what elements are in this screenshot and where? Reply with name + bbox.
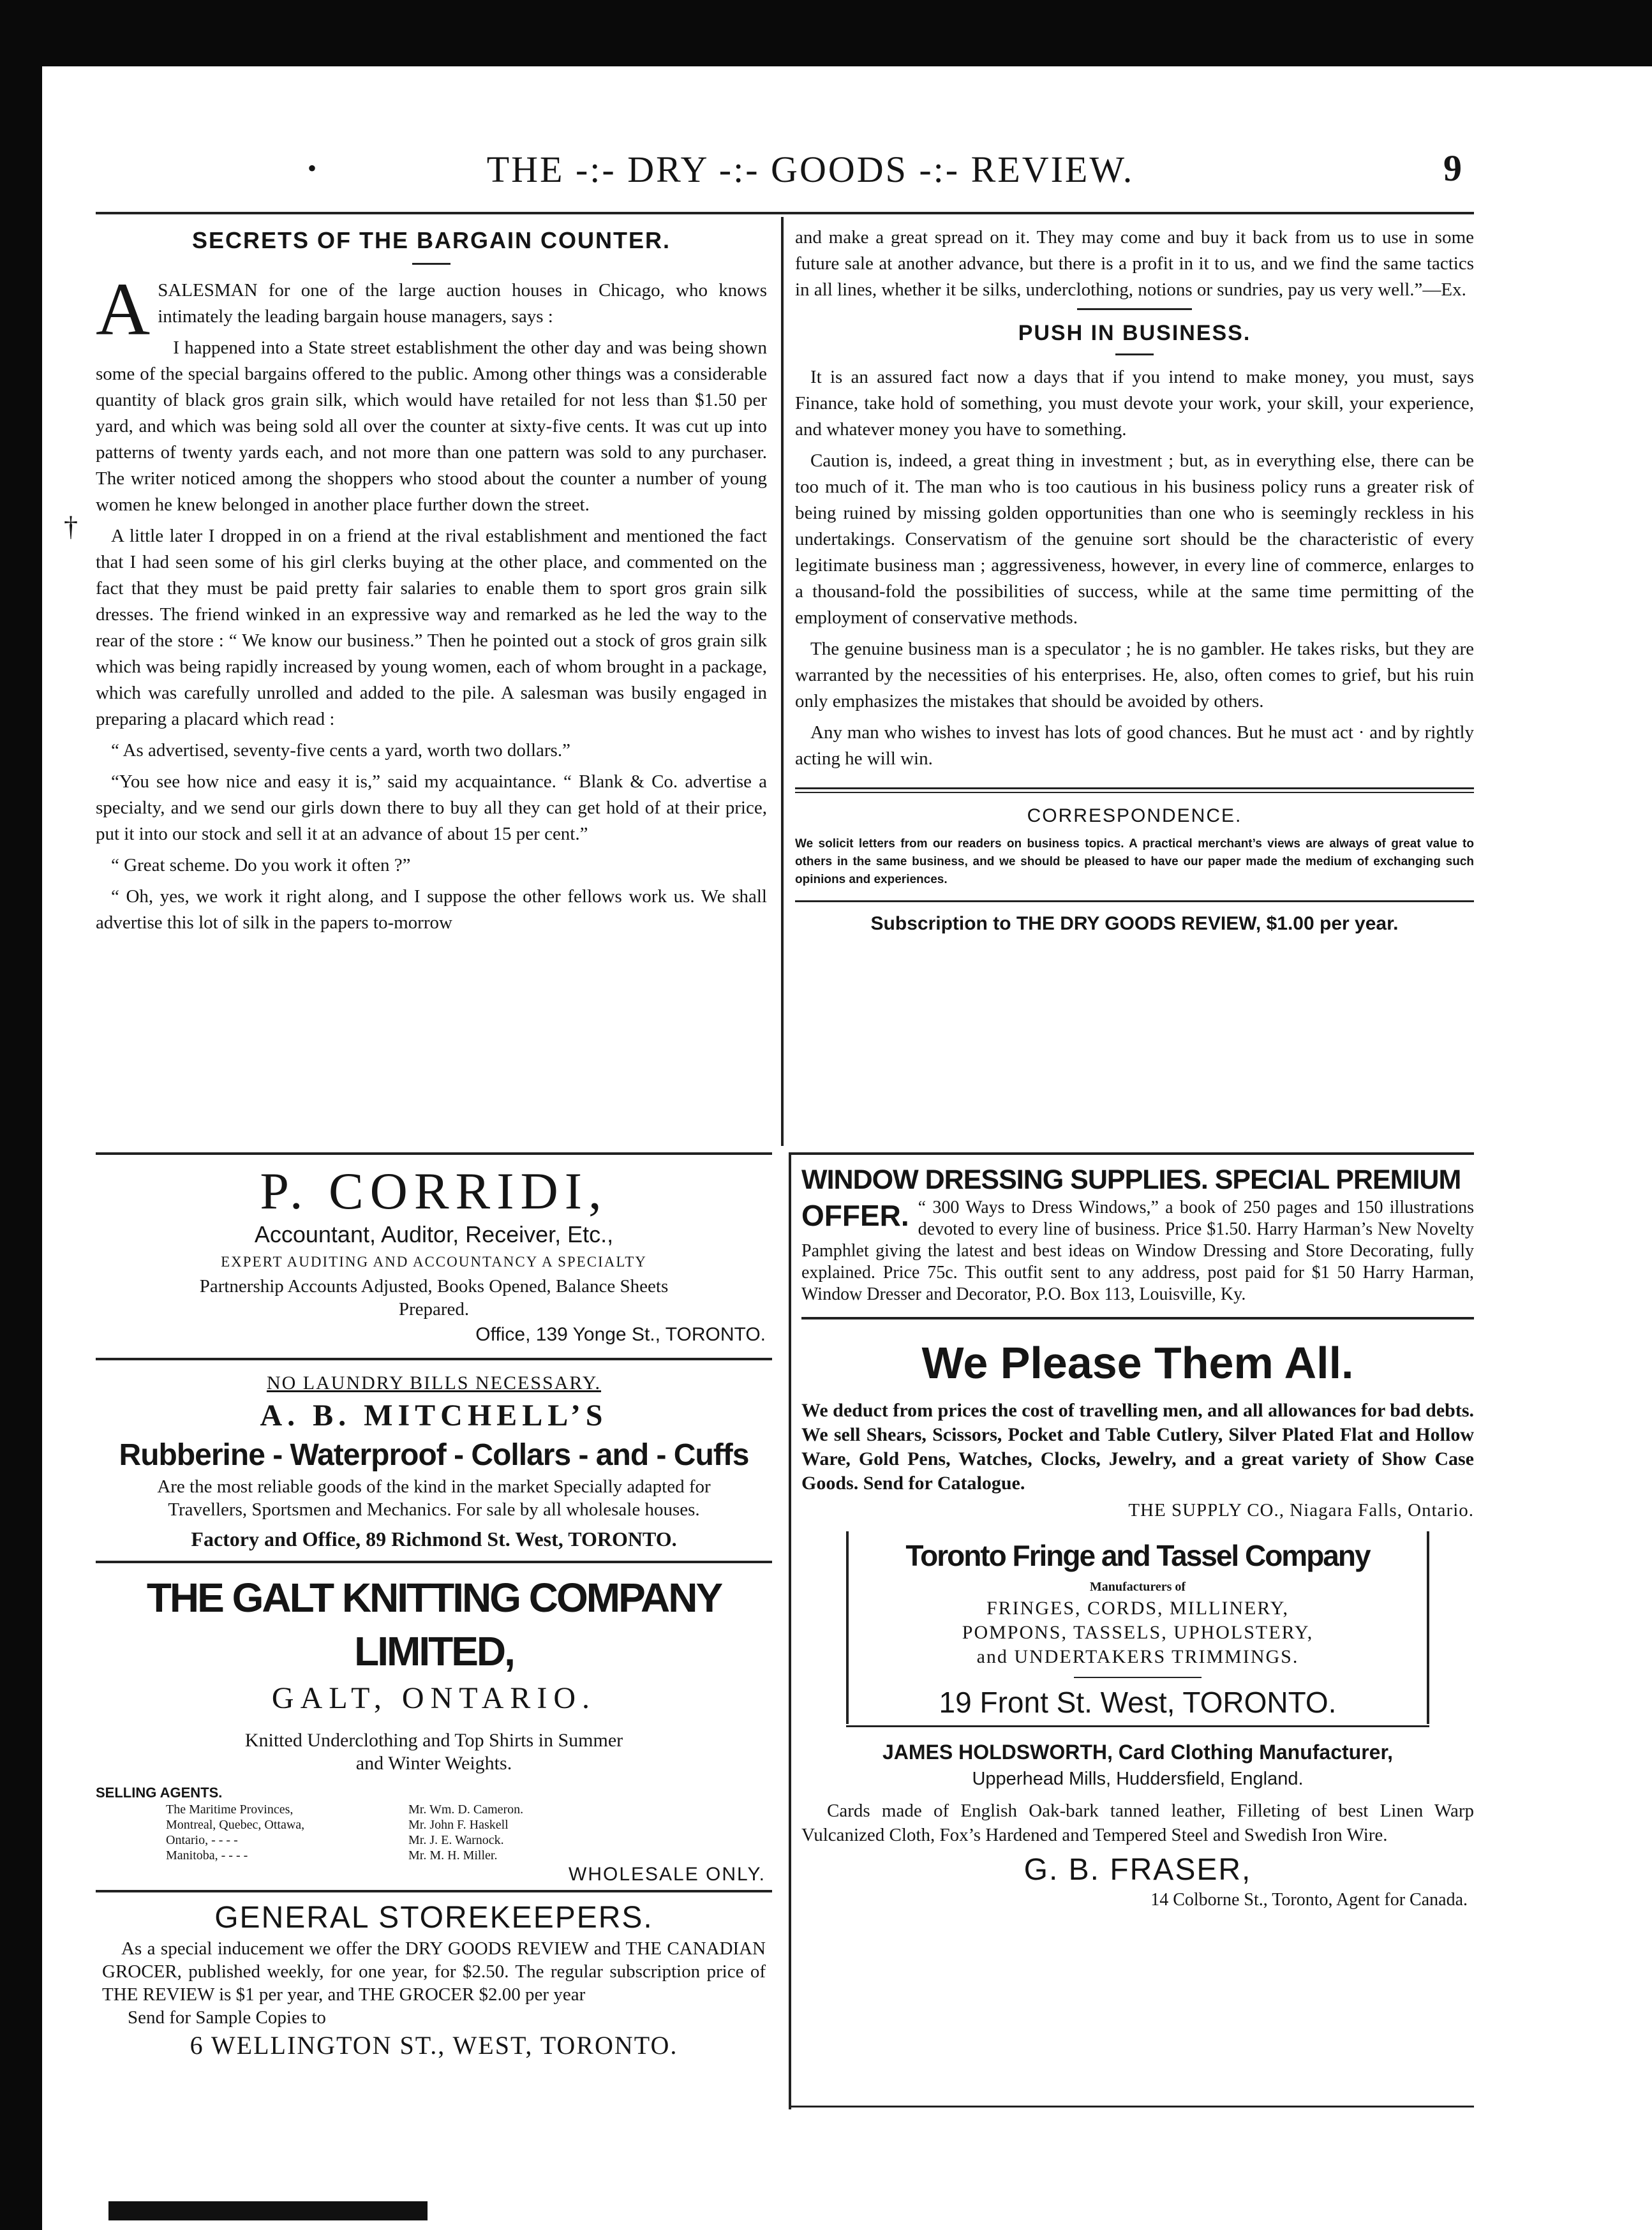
corridi-ad xyxy=(96,1163,772,1349)
correspondence-rule-top-2 xyxy=(795,792,1474,793)
secrets-paragraph: A little later I dropped in on a friend at the rival establishment and mentioned the fact that I had seen some of his girl clerks buying at the other place, and commented on the fact that they must be paid pretty fair salaries to enable them to sport gros grain silk dresses. The friend winked in an expressive way and remarked as he led the way to the rear of the store : “ We know our business.” Then he pointed out a stock of gros grain silk which was being rapidly increased by young women, each of whom brought in a package, which was carefully unrolled and added to the pile. A salesman was busily engaged in preparing a placard which read : xyxy=(96,526,767,729)
holdsworth-ad xyxy=(801,1739,1474,1911)
fringe-rule-bottom xyxy=(846,1725,1429,1727)
margin-mark: † xyxy=(64,511,78,542)
storekeepers-ad xyxy=(96,1899,772,2062)
window-rule xyxy=(801,1317,1474,1319)
galt-agent-name: Mr. J. E. Warnock. xyxy=(408,1833,504,1847)
window-title: WINDOW DRESSING SUPPLIES. SPECIAL PREMIUM xyxy=(801,1164,1461,1195)
galt-agent-region: Manitoba, - - - - xyxy=(166,1848,248,1862)
galt-place: GALT, ONTARIO. xyxy=(271,1681,597,1715)
scan-border-top xyxy=(0,0,1652,66)
fraser-name: G. B. FRASER, xyxy=(1023,1853,1252,1887)
galt-agent-row xyxy=(166,1848,651,1863)
push-title-rule xyxy=(1077,308,1192,310)
mitchell-ad xyxy=(96,1371,772,1557)
correspondence-rule-top xyxy=(795,787,1474,789)
corridi-rule xyxy=(96,1358,772,1360)
push-paragraph: Any man who wishes to invest has lots of good chances. But he must act · and by rightly acting he will win. xyxy=(795,722,1474,769)
corridi-name: P. CORRIDI, xyxy=(260,1162,608,1220)
secrets-continuation: and make a great spread on it. They may come and buy it back from us to use in some future sale at another advance, but there is a profit in it to us, and we find the same tactics in all lines, whether it be silks, underclothing, notions or sundries, pay us very well.”—Ex. xyxy=(795,227,1474,300)
mitchell-rule xyxy=(96,1561,772,1563)
scan-border-left xyxy=(0,64,42,2230)
window-offer: OFFER. xyxy=(801,1199,909,1232)
right-column-top xyxy=(795,225,1474,937)
secrets-intro-paragraph xyxy=(96,267,767,351)
galt-agents-table xyxy=(166,1802,651,1863)
mitchell-body: Are the most reliable goods of the kind in the market Specially adapted for Travellers, Sportsmen and Mechanics. For sale by all wholesale houses. xyxy=(157,1476,711,1520)
correspondence-body: We solicit letters from our readers on business topics. A practical merchant’s views are always of great value to others in the same business, and we should be pleased to have our paper made the medium of exchanging such opinions and experiences. xyxy=(795,837,1474,886)
window-body-wrap xyxy=(801,1197,1474,1305)
corridi-office: Office, 139 Yonge St., TORONTO. xyxy=(475,1324,766,1345)
galt-agent-region: Montreal, Quebec, Ottawa, xyxy=(166,1818,305,1832)
scan-border-bottom xyxy=(108,2201,428,2220)
push-title-rule-2 xyxy=(1115,353,1154,355)
correspondence-rule-bottom xyxy=(795,900,1474,902)
ads-top-rule-right xyxy=(789,1152,1474,1155)
please-body: We deduct from prices the cost of travelling men, and all allowances for bad debts. We sell Shears, Scissors, Pocket and Table Cutlery, Silver Plated Flat and Hollow Ware, Gold Pens, Watches, Clocks, Jewelry, and a great variety of Show Case Goods. Send for Catalogue. xyxy=(801,1400,1474,1494)
secrets-paragraph: I happened into a State street establishment the other day and was being shown some of the special bargains offered to the public. Among other things was a considerable quantity of black gros grain silk, which would have retailed for not less than $1.50 per yard, and which was being sold all over the counter at sixty-five cents. It was cut up into patterns of twenty yards each, and not more than one pattern was sold to any purchaser. The writer noticed among the shoppers who stood about the counter a number of young women he knew belonged in another place further down the street. xyxy=(96,338,767,515)
please-signature: THE SUPPLY CO., Niagara Falls, Ontario. xyxy=(1128,1500,1474,1520)
push-title: PUSH IN BUSINESS. xyxy=(1018,321,1251,345)
left-ads xyxy=(96,1163,772,2062)
holdsworth-title: JAMES HOLDSWORTH, Card Clothing Manufacturer, xyxy=(882,1741,1394,1764)
galt-name: THE GALT KNITTING COMPANY LIMITED, xyxy=(146,1575,722,1674)
storekeepers-send: Send for Sample Copies to xyxy=(128,2007,326,2028)
galt-agent-row xyxy=(166,1832,651,1848)
storekeepers-address: 6 WELLINGTON ST., WEST, TORONTO. xyxy=(190,2031,678,2060)
right-ads xyxy=(801,1163,1474,1911)
mitchell-address: Factory and Office, 89 Richmond St. West, TORONTO. xyxy=(191,1528,677,1550)
secrets-title: SECRETS OF THE BARGAIN COUNTER. xyxy=(191,227,671,253)
corridi-services: Partnership Accounts Adjusted, Books Opened, Balance Sheets Prepared. xyxy=(199,1276,669,1319)
bottom-rule-right xyxy=(789,2106,1474,2107)
secrets-paragraph: “You see how nice and easy it is,” said my acquaintance. “ Blank & Co. advertise a specialty, and we send our girls down there to buy all they can get hold of at their price, put it into our stock and sell it at an advance of about 15 per cent.” xyxy=(96,771,767,844)
secrets-article xyxy=(96,225,767,941)
window-ad xyxy=(801,1163,1474,1305)
galt-wholesale: WHOLESALE ONLY. xyxy=(569,1864,766,1885)
holdsworth-body: Cards made of English Oak-bark tanned leather, Filleting of best Linen Warp Vulcanized Cloth, Fox’s Hardened and Tempered Steel and Swedish Iron Wire. xyxy=(801,1801,1474,1845)
header-rule xyxy=(96,212,1474,214)
galt-agent-region: Ontario, - - - - xyxy=(166,1833,238,1847)
fraser-address: 14 Colborne St., Toronto, Agent for Canada. xyxy=(1150,1890,1468,1910)
fringe-products-1: FRINGES, CORDS, MILLINERY, xyxy=(986,1598,1289,1619)
please-ad xyxy=(801,1336,1474,1525)
fringe-products-2: POMPONS, TASSELS, UPHOLSTERY, xyxy=(962,1622,1314,1643)
galt-agents-label: SELLING AGENTS. xyxy=(96,1785,223,1801)
column-divider-top xyxy=(781,217,784,1146)
header-dot: • xyxy=(308,154,317,182)
window-body: “ 300 Ways to Dress Windows,” a book of 250 pages and 150 illustrations devoted to every line of business. Price $1.50. Harry Harman’s New Novelty Pamphlet giving the latest and best ideas on Window Dressing and Store Decorating, fully explained. Price 75c. This outfit sent to any address, post paid for $1 50 Harry Harman, Window Dresser and Decorator, P.O. Box 113, Louisville, Ky. xyxy=(801,1198,1474,1304)
galt-ad xyxy=(96,1571,772,1886)
ads-top-rule xyxy=(96,1152,772,1155)
mitchell-name: A. B. MITCHELL’S xyxy=(260,1399,608,1432)
mitchell-tagline: NO LAUNDRY BILLS NECESSARY. xyxy=(266,1372,602,1394)
push-paragraph: Caution is, indeed, a great thing in investment ; but, as in everything else, there can be too much of it. The man who is too cautious in his business policy runs a greater risk of being ruined by missing golden opportunities than one who is seemingly reckless in his undertakings. Conservatism of the genuine sort should be the characteristic of every legitimate business man ; aggressiveness, however, in every line of commerce, enlarges to a thousand-fold the possibilities of success, while at the same time permitting of the employment of conservative methods. xyxy=(795,450,1474,628)
galt-rule xyxy=(96,1890,772,1892)
right-ads-border xyxy=(789,1152,791,2109)
fringe-address: 19 Front St. West, TORONTO. xyxy=(939,1686,1337,1719)
galt-agent-name: Mr. John F. Haskell xyxy=(408,1818,509,1832)
galt-agent-name: Mr. Wm. D. Cameron. xyxy=(408,1803,524,1817)
push-paragraph: The genuine business man is a speculator ; he is no gambler. He takes risks, but they are warranted by the necessities of his enterprises. He, also, often comes to grief, but his ruin only emphasizes the mistakes that should be avoided by others. xyxy=(795,639,1474,711)
secrets-title-rule xyxy=(412,263,450,265)
mitchell-product: Rubberine - Waterproof - Collars - and - Cuffs xyxy=(119,1438,749,1472)
galt-body: Knitted Underclothing and Top Shirts in Summer and Winter Weights. xyxy=(244,1730,623,1774)
correspondence-title: CORRESPONDENCE. xyxy=(1027,805,1242,826)
fringe-products-3: and UNDERTAKERS TRIMMINGS. xyxy=(976,1646,1299,1667)
secrets-paragraph: “ Great scheme. Do you work it often ?” xyxy=(111,855,411,875)
page-number: 9 xyxy=(1443,147,1462,189)
galt-agent-region: The Maritime Provinces, xyxy=(166,1803,294,1817)
drop-cap: A xyxy=(96,267,151,351)
fringe-label: Manufacturers of xyxy=(1089,1580,1186,1594)
please-title: We Please Them All. xyxy=(921,1338,1354,1388)
secrets-paragraph: “ As advertised, seventy-five cents a yard, worth two dollars.” xyxy=(111,740,570,761)
corridi-subtitle: Accountant, Auditor, Receiver, Etc., xyxy=(254,1221,614,1247)
galt-agent-row xyxy=(166,1817,651,1832)
storekeepers-body: As a special inducement we offer the DRY GOODS REVIEW and THE CANADIAN GROCER, published weekly, for one year, for $2.50. The regular subscription price of THE REVIEW is $1 per year, and THE GROCER $2.00 per year xyxy=(102,1938,766,2005)
fringe-ad xyxy=(846,1531,1429,1724)
masthead: THE -:- DRY -:- GOODS -:- REVIEW. xyxy=(486,149,1135,190)
secrets-intro: SALESMAN for one of the large auction houses in Chicago, who knows intimately the leading bargain house managers, says : xyxy=(158,280,767,327)
fringe-name: Toronto Fringe and Tassel Company xyxy=(905,1539,1370,1572)
galt-agent-name: Mr. M. H. Miller. xyxy=(408,1848,498,1862)
fringe-rule xyxy=(1074,1677,1202,1678)
subscription-line: Subscription to THE DRY GOODS REVIEW, $1.00 per year. xyxy=(870,913,1399,934)
holdsworth-subtitle: Upperhead Mills, Huddersfield, England. xyxy=(972,1769,1304,1789)
storekeepers-title: GENERAL STOREKEEPERS. xyxy=(214,1901,653,1935)
push-paragraph: It is an assured fact now a days that if you intend to make money, you must, says Finance, take hold of something, you must devote your work, your skill, your experience, and whatever money you have to something. xyxy=(795,367,1474,440)
galt-agent-row xyxy=(166,1802,651,1817)
corridi-specialty: EXPERT AUDITING AND ACCOUNTANCY A SPECIALTY xyxy=(221,1254,647,1270)
secrets-paragraph: “ Oh, yes, we work it right along, and I suppose the other fellows work us. We shall advertise this lot of silk in the papers to-morrow xyxy=(96,886,767,933)
